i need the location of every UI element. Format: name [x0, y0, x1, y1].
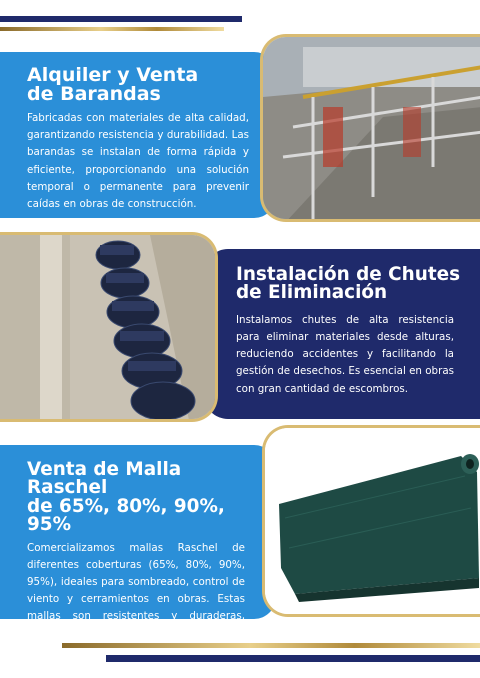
- section-chutes-title-line2: de Eliminación: [236, 282, 388, 304]
- section-malla-title: [27, 461, 266, 535]
- section-barandas-title: [27, 66, 258, 104]
- malla-roll-image: [265, 428, 480, 617]
- section-malla-title-line2: de 65%, 80%, 90%, 95%: [27, 495, 225, 536]
- section-chutes-card: [204, 249, 480, 419]
- section-malla-card: [0, 445, 276, 640]
- section-chutes-body: Instalamos chutes de alta resistencia para eliminar materiales desde alturas, reduciendo accidentes y facilitando la gestión de desechos. Es esencial en obras con gran cantidad de escombros.: [236, 313, 454, 395]
- section-chutes-title-line1: Instalación de Chutes: [236, 264, 461, 285]
- top-navy-stripe: [0, 16, 242, 22]
- section-barandas-title-line1: Alquiler y Venta: [27, 64, 199, 86]
- railing-photo: [260, 34, 480, 222]
- section-chutes-title: [236, 266, 468, 303]
- section-barandas-card: [0, 52, 276, 218]
- section-barandas-body: Fabricadas con materiales de alta calidad, garantizando resistencia y durabilidad. Las barandas se instalan de forma rápida y eficiente, proporcionando una solución temporal o permanente para prevenir caídas en obras de construcción.: [27, 112, 249, 211]
- chutes-image: [0, 235, 218, 422]
- section-malla-body: Comercializamos mallas Raschel de diferentes coberturas (65%, 80%, 90%, 95%), ideales para sombreado, control de viento y cerramientos en obras. Estas mallas son resistentes y duraderas, perfectas para entornos industriales.: [27, 541, 245, 640]
- bottom-gold-stripe: [62, 643, 480, 648]
- top-gold-stripe: [0, 27, 224, 31]
- section-barandas-title-line2: de Barandas: [27, 83, 161, 105]
- railing-image: [263, 37, 480, 222]
- chutes-photo: [0, 232, 218, 422]
- bottom-navy-stripe: [106, 655, 480, 662]
- section-malla-title-line1: Venta de Malla Raschel: [27, 459, 182, 499]
- malla-photo: [262, 425, 480, 617]
